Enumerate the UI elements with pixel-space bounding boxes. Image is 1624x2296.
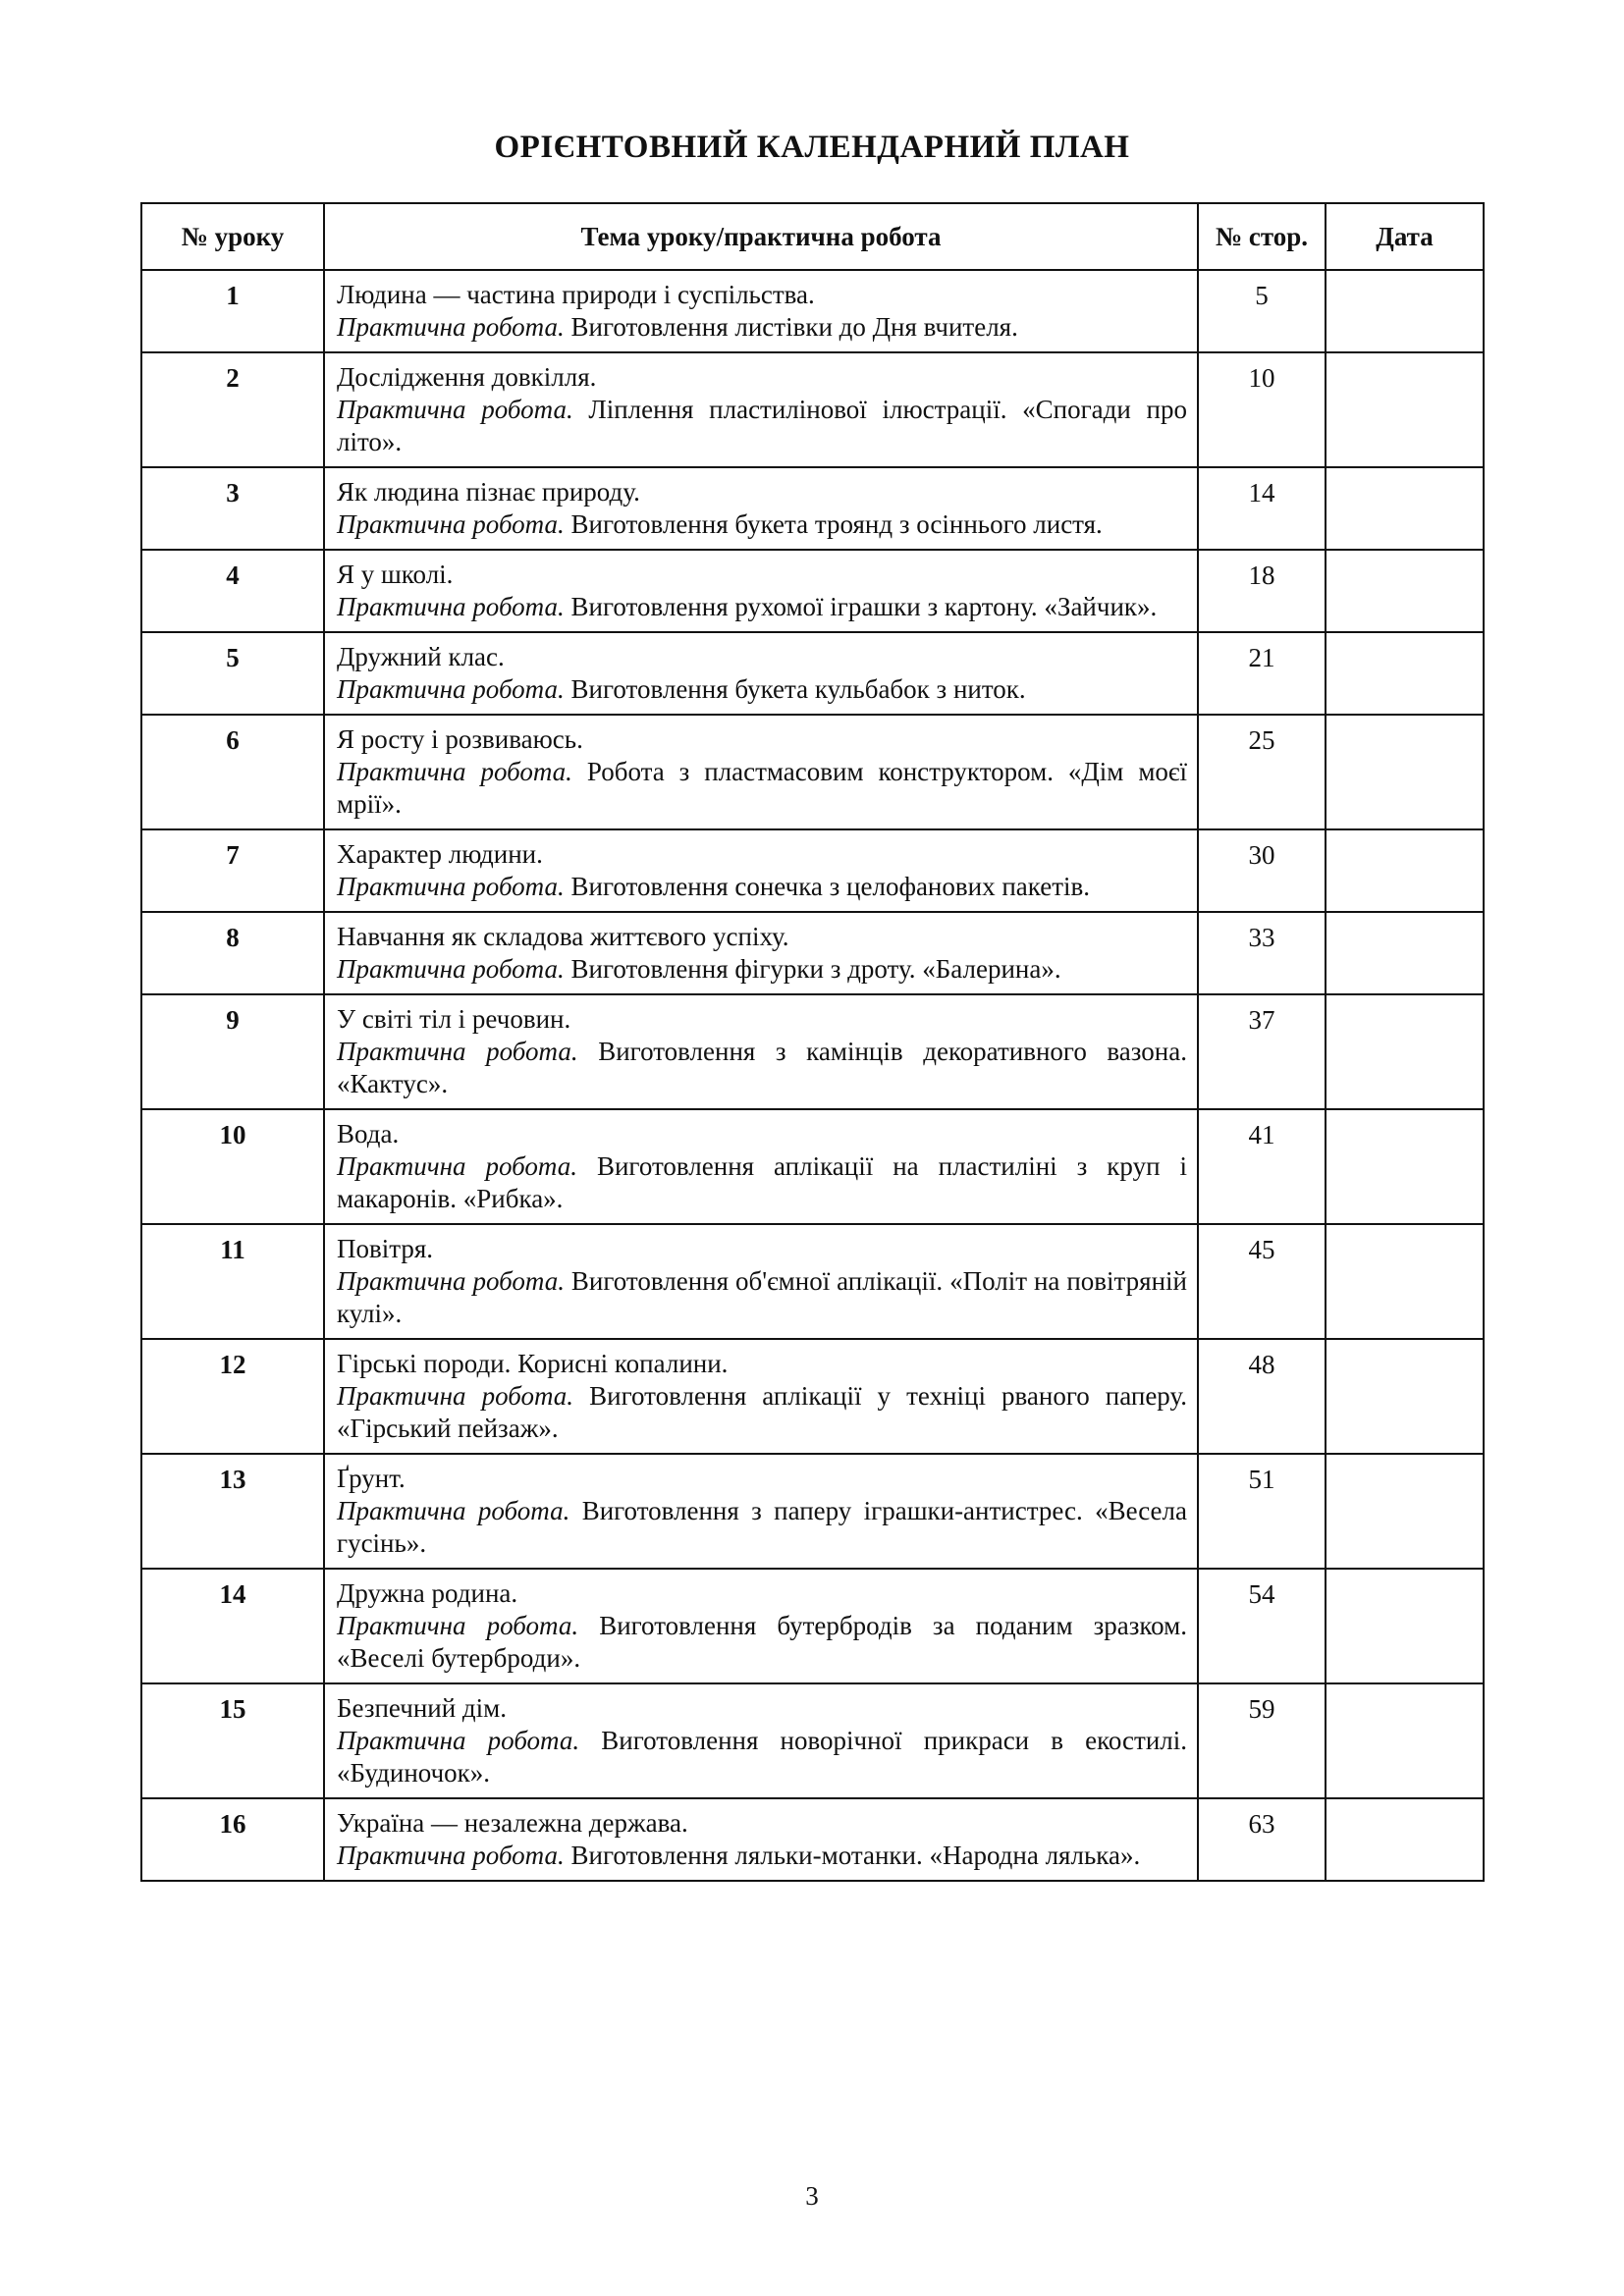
lesson-number: 13: [141, 1454, 324, 1569]
page-ref: 25: [1198, 715, 1326, 829]
lesson-number: 11: [141, 1224, 324, 1339]
date-cell[interactable]: [1326, 829, 1484, 912]
lesson-number: 14: [141, 1569, 324, 1683]
lesson-number: 7: [141, 829, 324, 912]
table-row: [141, 912, 1484, 994]
lesson-topic: Я у школі.: [337, 560, 454, 589]
lesson-topic-cell: [324, 715, 1198, 829]
page-ref: 30: [1198, 829, 1326, 912]
date-cell[interactable]: [1326, 912, 1484, 994]
header-date: Дата: [1326, 203, 1484, 270]
lesson-topic-cell: [324, 632, 1198, 715]
lesson-topic-cell: [324, 912, 1198, 994]
table-row: [141, 994, 1484, 1109]
header-lesson-number: № уроку: [141, 203, 324, 270]
lesson-number: 4: [141, 550, 324, 632]
practical-task: Виготовлення листівки до Дня вчителя.: [570, 312, 1018, 342]
lesson-topic-cell: [324, 994, 1198, 1109]
date-cell[interactable]: [1326, 715, 1484, 829]
table-row: [141, 352, 1484, 467]
page-ref: 18: [1198, 550, 1326, 632]
lesson-topic-cell: [324, 1454, 1198, 1569]
page-ref: 14: [1198, 467, 1326, 550]
table-row: [141, 1798, 1484, 1881]
practical-task: Виготовлення з камінців декоративного вазона. «Кактус».: [337, 1037, 1187, 1098]
table-row: [141, 1683, 1484, 1798]
practical-label: Практична робота.: [337, 509, 565, 539]
lesson-number: 5: [141, 632, 324, 715]
lesson-number: 3: [141, 467, 324, 550]
date-cell[interactable]: [1326, 1339, 1484, 1454]
practical-task: Виготовлення букета кульбабок з ниток.: [570, 674, 1026, 704]
page-title: ОРІЄНТОВНИЙ КАЛЕНДАРНИЙ ПЛАН: [494, 130, 1130, 165]
header-page-number: № стор.: [1198, 203, 1326, 270]
lesson-topic-cell: [324, 1569, 1198, 1683]
practical-task: Ліплення пластилінової ілюстрації. «Спогади про літо».: [337, 395, 1188, 456]
practical-task: Виготовлення з паперу іграшки-антистрес. «Весела гусінь».: [337, 1496, 1187, 1558]
page-ref: 54: [1198, 1569, 1326, 1683]
lesson-number: 6: [141, 715, 324, 829]
lesson-topic: Навчання як складова життєвого успіху.: [337, 922, 789, 951]
page-ref: 37: [1198, 994, 1326, 1109]
lesson-topic-cell: [324, 270, 1198, 352]
lesson-topic-cell: [324, 1798, 1198, 1881]
date-cell[interactable]: [1326, 1454, 1484, 1569]
lesson-number: 2: [141, 352, 324, 467]
lesson-topic-cell: [324, 829, 1198, 912]
practical-label: Практична робота.: [337, 954, 565, 984]
table-row: [141, 1224, 1484, 1339]
practical-task: Виготовлення новорічної прикраси в екостилі. «Будиночок».: [337, 1726, 1187, 1788]
page-ref: 33: [1198, 912, 1326, 994]
table-row: [141, 1339, 1484, 1454]
lesson-number: 1: [141, 270, 324, 352]
lesson-topic: Дослідження довкілля.: [337, 362, 597, 392]
practical-label: Практична робота.: [337, 592, 565, 621]
practical-task: Виготовлення рухомої іграшки з картону. «Зайчик».: [570, 592, 1158, 621]
table-row: [141, 829, 1484, 912]
header-topic: Тема уроку/практична робота: [324, 203, 1198, 270]
page-ref: 21: [1198, 632, 1326, 715]
date-cell[interactable]: [1326, 994, 1484, 1109]
practical-label: Практична робота.: [337, 395, 573, 424]
practical-task: Виготовлення сонечка з целофанових пакетів.: [570, 872, 1090, 901]
calendar-plan-table: [140, 202, 1485, 1882]
practical-label: Практична робота.: [337, 1266, 565, 1296]
page-ref: 63: [1198, 1798, 1326, 1881]
lesson-topic-cell: [324, 1109, 1198, 1224]
lesson-topic: Характер людини.: [337, 839, 543, 869]
practical-task: Виготовлення ляльки-мотанки. «Народна лялька».: [570, 1841, 1141, 1870]
lesson-number: 8: [141, 912, 324, 994]
practical-task: Виготовлення фігурки з дроту. «Балерина».: [570, 954, 1061, 984]
lesson-topic: Гірські породи. Корисні копалини.: [337, 1349, 729, 1378]
date-cell[interactable]: [1326, 550, 1484, 632]
lesson-topic-cell: [324, 352, 1198, 467]
table-row: [141, 1569, 1484, 1683]
practical-label: Практична робота.: [337, 674, 565, 704]
table-row: [141, 550, 1484, 632]
page-number: 3: [805, 2181, 819, 2211]
date-cell[interactable]: [1326, 632, 1484, 715]
table-row: [141, 632, 1484, 715]
lesson-topic: Я росту і розвиваюсь.: [337, 724, 583, 754]
lesson-topic-cell: [324, 1339, 1198, 1454]
table-row: [141, 270, 1484, 352]
lesson-topic-cell: [324, 550, 1198, 632]
table-row: [141, 715, 1484, 829]
practical-label: Практична робота.: [337, 757, 572, 786]
practical-label: Практична робота.: [337, 312, 565, 342]
practical-label: Практична робота.: [337, 1151, 577, 1181]
lesson-number: 9: [141, 994, 324, 1109]
practical-task: Виготовлення аплікації у техніці рваного паперу. «Гірський пейзаж».: [337, 1381, 1187, 1443]
table-row: [141, 467, 1484, 550]
practical-task: Робота з пластмасовим конструктором. «Дім моєї мрії».: [337, 757, 1187, 819]
lesson-topic: Як людина пізнає природу.: [337, 477, 640, 507]
date-cell[interactable]: [1326, 1224, 1484, 1339]
date-cell[interactable]: [1326, 270, 1484, 352]
practical-label: Практична робота.: [337, 1611, 579, 1640]
page-ref: 48: [1198, 1339, 1326, 1454]
date-cell[interactable]: [1326, 1683, 1484, 1798]
date-cell[interactable]: [1326, 352, 1484, 467]
lesson-number: 12: [141, 1339, 324, 1454]
practical-label: Практична робота.: [337, 1037, 578, 1066]
practical-label: Практична робота.: [337, 1726, 580, 1755]
lesson-topic: Безпечний дім.: [337, 1693, 507, 1723]
page-ref: 10: [1198, 352, 1326, 467]
date-cell[interactable]: [1326, 1569, 1484, 1683]
page-ref: 51: [1198, 1454, 1326, 1569]
lesson-topic: Дружна родина.: [337, 1578, 518, 1608]
practical-task: Виготовлення аплікації на пластиліні з круп і макаронів. «Рибка».: [337, 1151, 1187, 1213]
date-cell[interactable]: [1326, 467, 1484, 550]
practical-task: Виготовлення об'ємної аплікації. «Політ на повітряній кулі».: [337, 1266, 1187, 1328]
lesson-topic-cell: [324, 467, 1198, 550]
table-row: [141, 1454, 1484, 1569]
table-row: [141, 1109, 1484, 1224]
lesson-topic: Повітря.: [337, 1234, 434, 1263]
lesson-topic: Людина — частина природи і суспільства.: [337, 280, 815, 309]
practical-label: Практична робота.: [337, 1381, 574, 1411]
page-ref: 45: [1198, 1224, 1326, 1339]
lesson-topic: Вода.: [337, 1119, 400, 1148]
practical-label: Практична робота.: [337, 1496, 570, 1525]
lesson-number: 15: [141, 1683, 324, 1798]
practical-task: Виготовлення букета троянд з осіннього листя.: [570, 509, 1103, 539]
lesson-number: 16: [141, 1798, 324, 1881]
page-ref: 41: [1198, 1109, 1326, 1224]
page-ref: 59: [1198, 1683, 1326, 1798]
table-header-row: [141, 203, 1484, 270]
lesson-topic: Україна — незалежна держава.: [337, 1808, 688, 1838]
page-ref: 5: [1198, 270, 1326, 352]
practical-label: Практична робота.: [337, 1841, 565, 1870]
lesson-topic: У світі тіл і речовин.: [337, 1004, 571, 1034]
date-cell[interactable]: [1326, 1798, 1484, 1881]
lesson-number: 10: [141, 1109, 324, 1224]
lesson-topic: Дружний клас.: [337, 642, 505, 671]
practical-task: Виготовлення бутербродів за поданим зразком. «Веселі бутерброди».: [337, 1611, 1188, 1673]
lesson-topic: Ґрунт.: [337, 1464, 406, 1493]
date-cell[interactable]: [1326, 1109, 1484, 1224]
lesson-topic-cell: [324, 1683, 1198, 1798]
practical-label: Практична робота.: [337, 872, 565, 901]
lesson-topic-cell: [324, 1224, 1198, 1339]
